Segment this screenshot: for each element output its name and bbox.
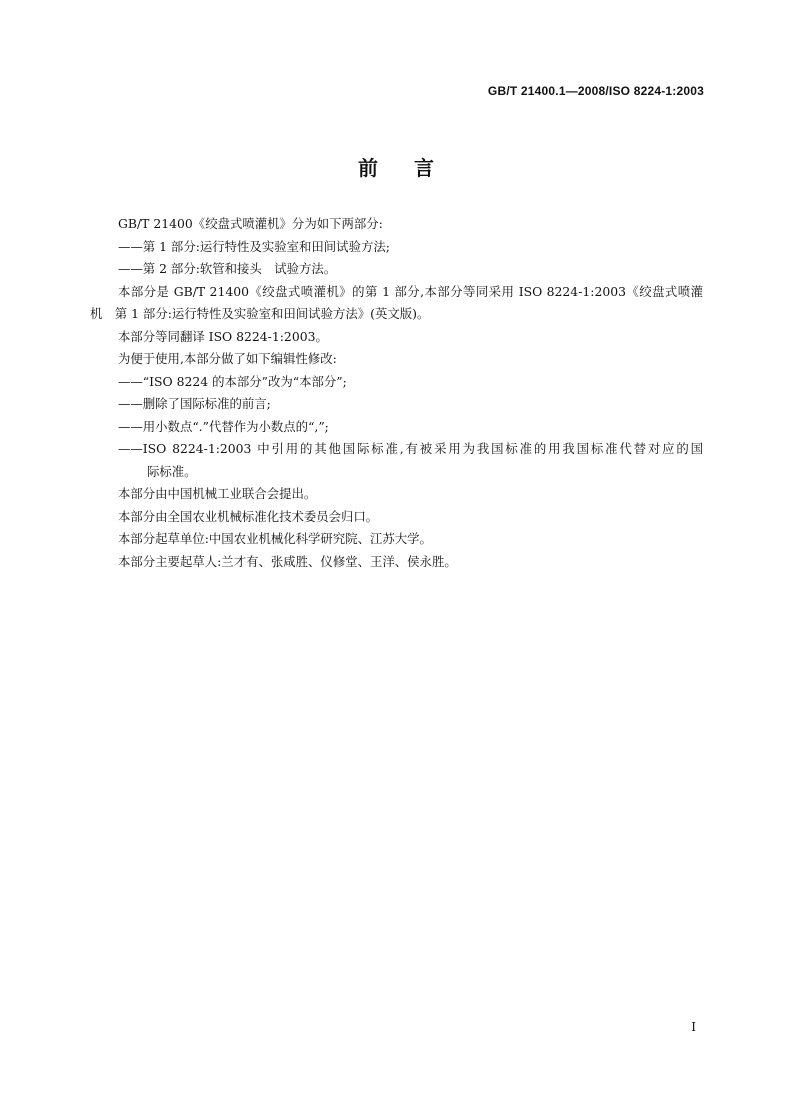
list-item-part-1: ——第 1 部分:运行特性及实验室和田间试验方法; xyxy=(118,238,390,254)
paragraph-drafters: 本部分主要起草人:兰才有、张咸胜、仪修堂、王洋、侯永胜。 xyxy=(118,553,457,569)
paragraph-adoption: 本部分是 GB/T 21400《绞盘式喷灌机》的第 1 部分,本部分等同采用 ISO 8224-1:2003《绞盘式喷灌 xyxy=(118,283,703,299)
list-item-edit-4-continued: 际标准。 xyxy=(147,463,197,479)
list-item-edit-3: ——用小数点“.”代替作为小数点的“,”; xyxy=(118,418,329,434)
paragraph-parts-intro: GB/T 21400《绞盘式喷灌机》分为如下两部分: xyxy=(118,216,383,231)
paragraph-committee: 本部分由全国农业机械标准化技术委员会归口。 xyxy=(118,508,379,524)
list-item-part-2: ——第 2 部分:软管和接头 试验方法。 xyxy=(118,261,337,276)
standard-number-header: GB/T 21400.1—2008/ISO 8224-1:2003 xyxy=(487,84,704,98)
page-number: I xyxy=(691,1020,696,1034)
paragraph-edits-intro: 为便于使用,本部分做了如下编辑性修改: xyxy=(118,351,337,366)
paragraph-translation: 本部分等同翻译 ISO 8224-1:2003。 xyxy=(118,328,328,344)
list-item-edit-2: ——删除了国际标准的前言; xyxy=(118,396,271,411)
list-item-edit-4: ——ISO 8224-1:2003 中引用的其他国际标准,有被采用为我国标准的用我国标准代替对应的国 xyxy=(118,441,703,456)
paragraph-proposer: 本部分由中国机械工业联合会提出。 xyxy=(118,486,317,501)
list-item-edit-1: ——“ISO 8224 的本部分”改为“本部分”; xyxy=(118,373,347,389)
paragraph-adoption-continued: 机 第 1 部分:运行特性及实验室和田间试验方法》(英文版)。 xyxy=(90,306,430,321)
page-title: 前言 xyxy=(358,156,470,180)
paragraph-drafting-units: 本部分起草单位:中国农业机械化科学研究院、江苏大学。 xyxy=(118,531,432,546)
